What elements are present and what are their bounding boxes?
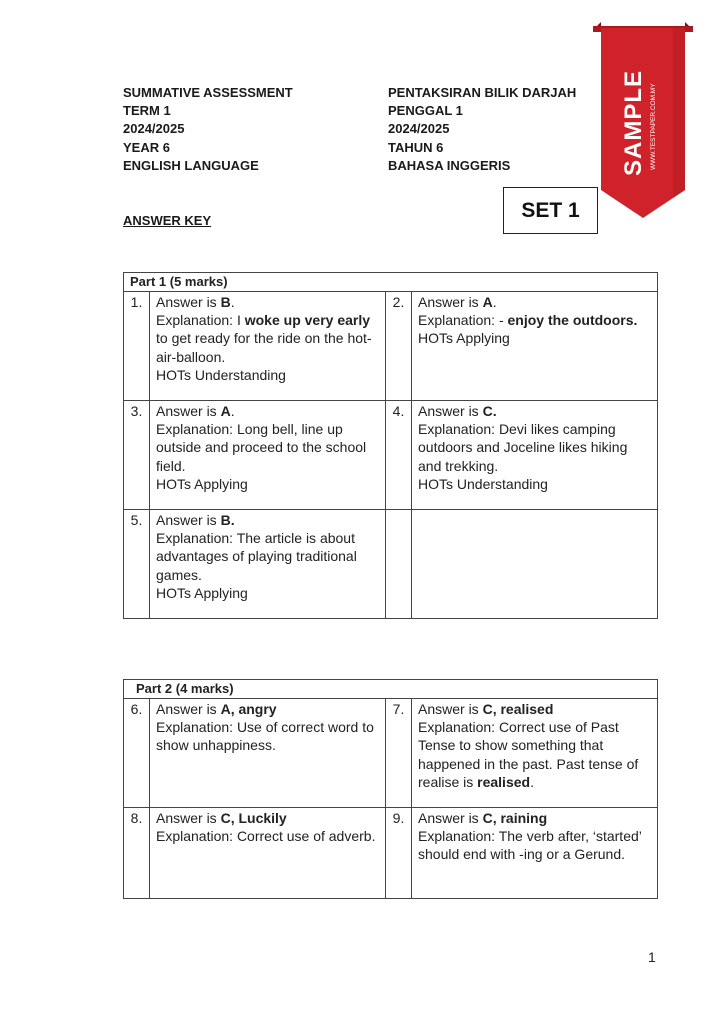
header-left [123, 84, 293, 175]
header-line: PENTAKSIRAN BILIK DARJAH [388, 85, 577, 100]
set-label-box: SET 1 [503, 187, 598, 234]
question-number: 4. [386, 401, 412, 510]
header-line: TAHUN 6 [388, 139, 444, 155]
header-line: BAHASA INGGERIS [388, 157, 511, 173]
header-right [388, 84, 576, 175]
sample-ribbon [593, 18, 693, 228]
empty-cell [412, 510, 658, 619]
header-line: SUMMATIVE ASSESSMENT [123, 85, 293, 100]
header-line: 2024/2025 [123, 121, 185, 137]
question-number: 1. [124, 292, 150, 401]
answer-cell: Answer is B. Explanation: The article is about advantages of playing traditional games. HOTs Applying [150, 510, 386, 619]
part1-table [123, 272, 658, 619]
question-number: 8. [124, 808, 150, 899]
part1-title: Part 1 (5 marks) [124, 273, 658, 292]
answer-cell: Answer is C, Luckily Explanation: Correct use of adverb. [150, 808, 386, 899]
header-line: YEAR 6 [123, 139, 170, 155]
header-line: ENGLISH LANGUAGE [123, 157, 259, 173]
question-number: 9. [386, 808, 412, 899]
answer-cell: Answer is C. Explanation: Devi likes camping outdoors and Joceline likes hiking and trekking. HOTs Understanding [412, 401, 658, 510]
ribbon-sample-text: SAMPLE [620, 69, 647, 176]
answer-cell: Answer is A, angry Explanation: Use of correct word to show unhappiness. [150, 699, 386, 808]
answer-cell: Answer is C, raining Explanation: The verb after, ‘started’ should end with -ing or a Gerund. [412, 808, 658, 899]
empty-cell [386, 510, 412, 619]
answer-cell: Answer is B. Explanation: I woke up very early to get ready for the ride on the hot-air-balloon. HOTs Understanding [150, 292, 386, 401]
question-number: 7. [386, 699, 412, 808]
header-line: PENGGAL 1 [388, 103, 463, 119]
answer-key-heading: ANSWER KEY [123, 213, 212, 228]
answer-cell: Answer is C, realised Explanation: Correct use of Past Tense to show something that happened in the past. Past tense of realise is realised. [412, 699, 658, 808]
ribbon-url-text: WWW.TESTPAPER.COM.MY [650, 83, 657, 170]
header-line: 2024/2025 [388, 121, 450, 137]
header-line: TERM 1 [123, 103, 171, 119]
answer-cell: Answer is A. Explanation: Long bell, line up outside and proceed to the school field. HOTs Applying [150, 401, 386, 510]
answer-cell: Answer is A. Explanation: - enjoy the outdoors. HOTs Applying [412, 292, 658, 401]
question-number: 3. [124, 401, 150, 510]
page-number: 1 [648, 949, 656, 965]
question-number: 5. [124, 510, 150, 619]
question-number: 2. [386, 292, 412, 401]
ribbon-shade [673, 28, 685, 198]
part2-table [123, 679, 658, 899]
question-number: 6. [124, 699, 150, 808]
part2-title: Part 2 (4 marks) [124, 680, 658, 699]
